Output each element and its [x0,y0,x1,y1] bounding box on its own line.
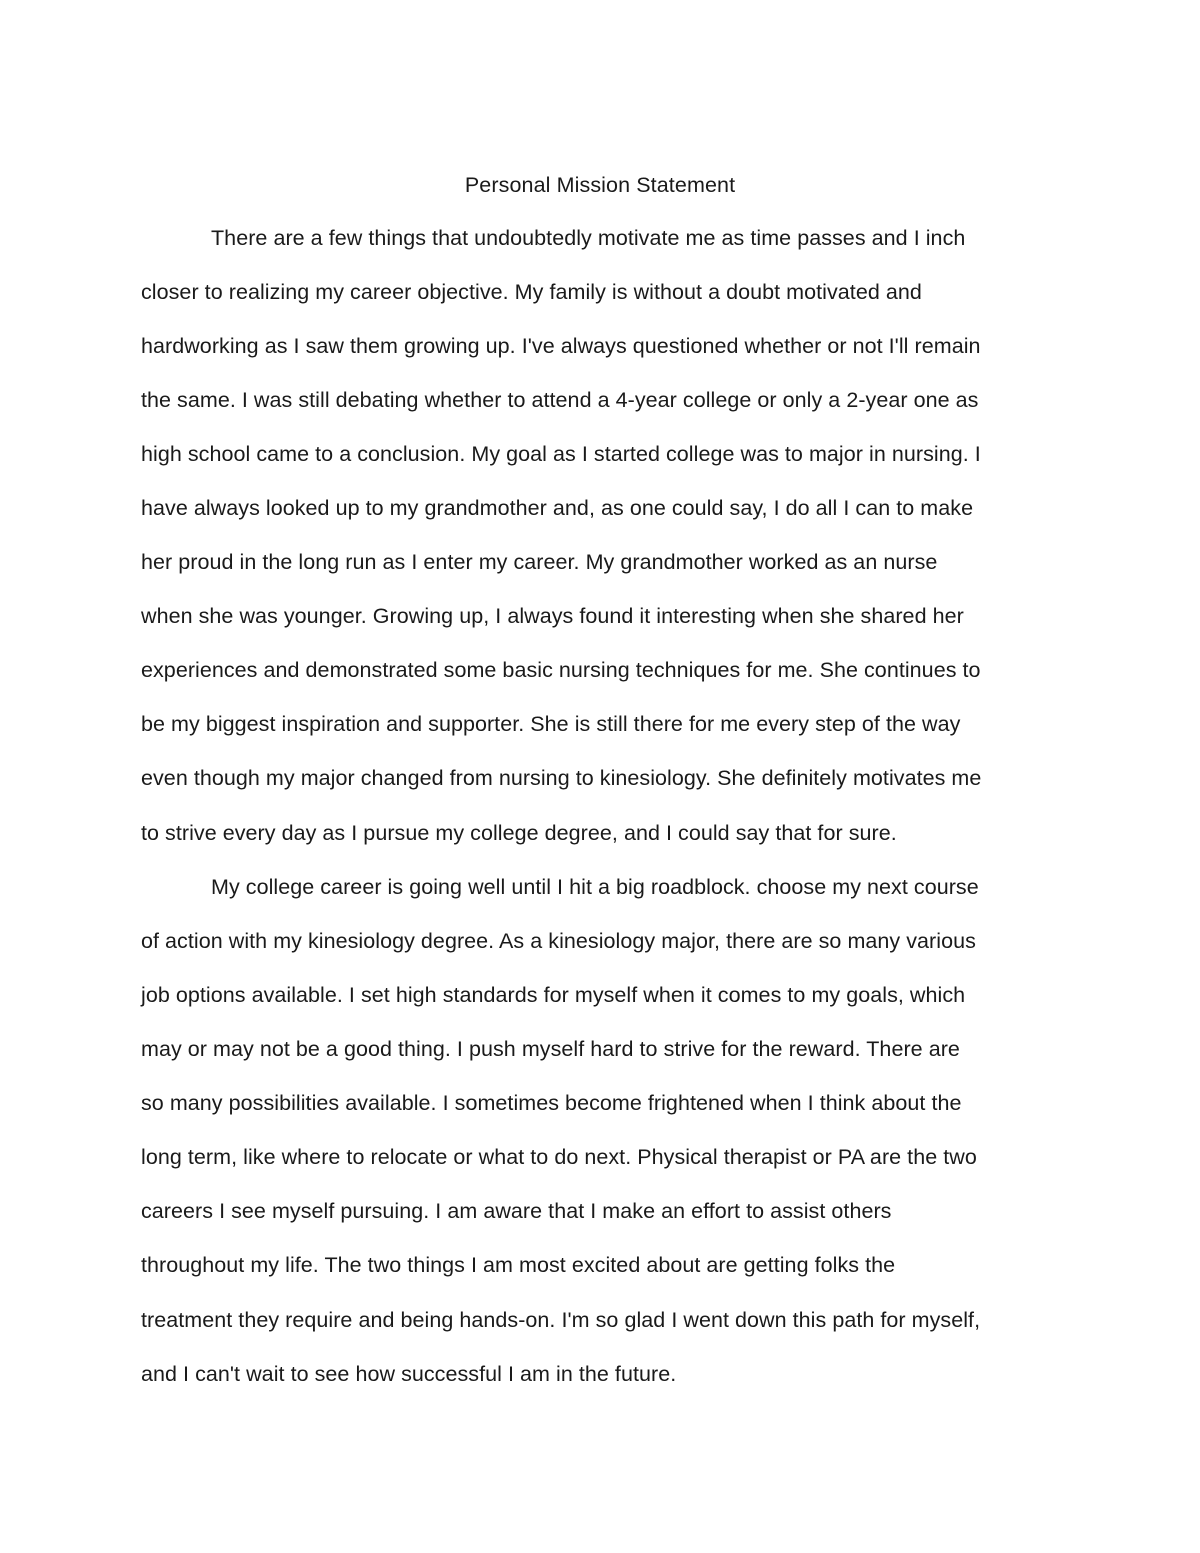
paragraph-1-line: when she was younger. Growing up, I always found it interesting when she shared her [141,604,964,628]
paragraph-1-line: experiences and demonstrated some basic nursing techniques for me. She continues to [141,658,981,682]
paragraph-1-line: even though my major changed from nursing to kinesiology. She definitely motivates me [141,766,982,790]
paragraph-2-line: throughout my life. The two things I am most excited about are getting folks the [141,1253,896,1277]
paragraph-2-line: so many possibilities available. I sometimes become frightened when I think about the [141,1091,962,1115]
document-title: Personal Mission Statement [464,173,736,197]
paragraph-1-line: There are a few things that undoubtedly motivate me as time passes and I inch [211,226,966,250]
paragraph-1-line: to strive every day as I pursue my college degree, and I could say that for sure. [141,821,897,845]
paragraph-1-line: hardworking as I saw them growing up. I've always questioned whether or not I'll remain [141,334,981,358]
paragraph-2-line: My college career is going well until I hit a big roadblock. choose my next course [211,875,979,899]
paragraph-2-line: and I can't wait to see how successful I am in the future. [141,1362,677,1386]
paragraph-1-line: the same. I was still debating whether to attend a 4-year college or only a 2-year one as [141,388,979,412]
paragraph-2-line: treatment they require and being hands-on. I'm so glad I went down this path for myself, [141,1308,981,1332]
paragraph-1-line: high school came to a conclusion. My goal as I started college was to major in nursing. I [141,442,981,466]
paragraph-1-line: have always looked up to my grandmother and, as one could say, I do all I can to make [141,496,974,520]
paragraph-2-line: job options available. I set high standards for myself when it comes to my goals, which [141,983,966,1007]
paragraph-1-line: closer to realizing my career objective. My family is without a doubt motivated and [141,280,922,304]
paragraph-1-line: her proud in the long run as I enter my career. My grandmother worked as an nurse [141,550,938,574]
paragraph-2-line: may or may not be a good thing. I push myself hard to strive for the reward. There are [141,1037,960,1061]
paragraph-2-line: long term, like where to relocate or what to do next. Physical therapist or PA are the two [141,1145,977,1169]
paragraph-2-line: careers I see myself pursuing. I am aware that I make an effort to assist others [141,1199,892,1223]
paragraph-2-line: of action with my kinesiology degree. As a kinesiology major, there are so many various [141,929,976,953]
paragraph-1-line: be my biggest inspiration and supporter. She is still there for me every step of the way [141,712,961,736]
